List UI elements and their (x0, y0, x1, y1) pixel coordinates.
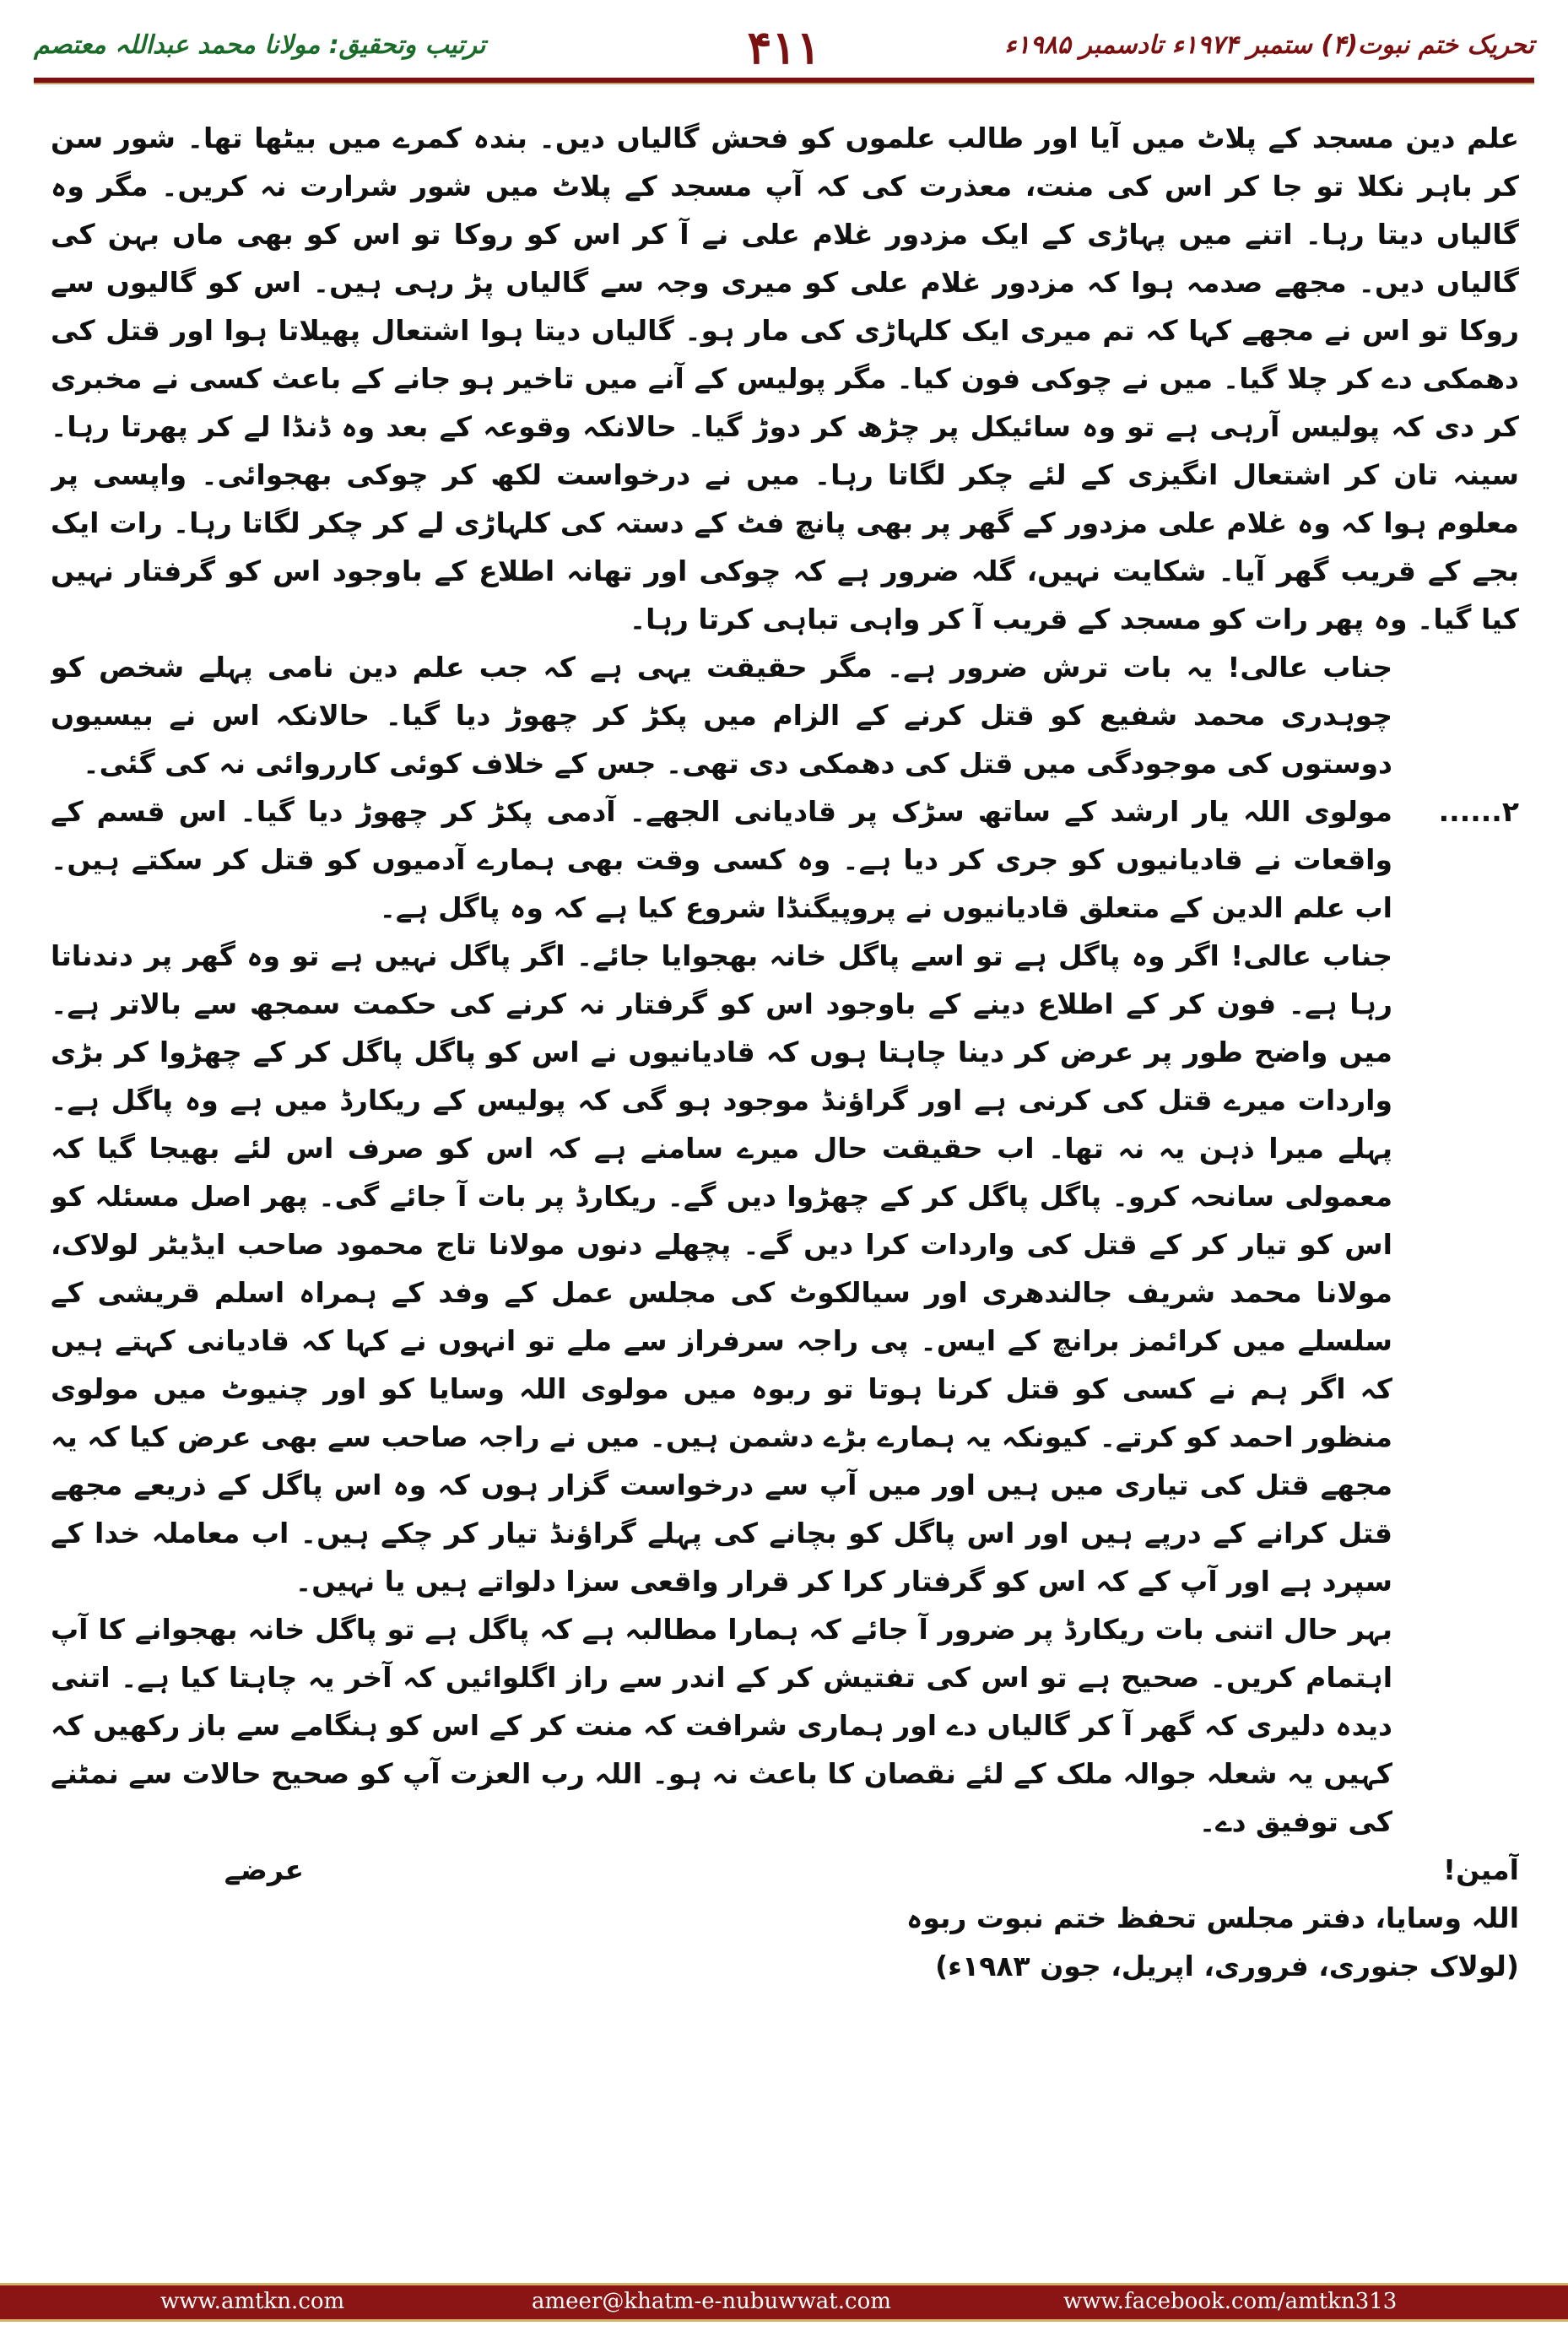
source-citation: (لولاک جنوری، فروری، اپریل، جون ۱۹۸۳ء) (935, 1950, 1519, 1982)
paragraph-5: بہر حال اتنی بات ریکارڈ پر ضرور آ جائے کہ ہمارا مطالبہ ہے کہ پاگل ہے تو پاگل خانہ بھجوانے کا آپ اہتمام کریں۔ صحیح ہے تو اس کی تفتیش کر کے اندر سے راز اگلوائیں کہ آخر یہ چاہتا کیا ہے۔ اتنی دیدہ دلیری کہ گھر آ کر گالیاں دے اور ہماری شرافت کہ منت کر کے اس کو ہنگامے سے باز رکھیں کہ کہیں یہ شعلہ جوالہ ملک کے لئے نقصان کا باعث نہ ہو۔ اللہ رب العزت آپ کو صحیح حالات سے نمٹنے کی توفیق دے۔ (51, 1613, 1392, 1838)
arz-text: عرضے (224, 1853, 304, 1886)
article-body (51, 114, 1519, 2199)
page-header (34, 20, 1534, 74)
facebook-link[interactable]: www.facebook.com/amtkn313 (1063, 2289, 1398, 2314)
header-divider (34, 78, 1534, 84)
paragraph-3-text: مولوی اللہ یار ارشد کے ساتھ سڑک پر قادیانی الجھے۔ آدمی پکڑ کر چھوڑ دیا گیا۔ اس قسم کے واقعات نے قادیانیوں کو جری کر دیا ہے۔ وہ کسی وقت بھی ہمارے آدمیوں کو قتل کر سکتے ہیں۔ اب علم الدین کے متعلق قادیانیوں نے پروپیگنڈا شروع کیا ہے کہ وہ پاگل ہے۔ (51, 795, 1392, 924)
closing-row (51, 1846, 1519, 1894)
signatory: اللہ وسایا، دفتر مجلس تحفظ ختم نبوت ربوہ (906, 1901, 1519, 1934)
compiler-credit: ترتیب وتحقیق: مولانا محمد عبداللہ معتصم (34, 30, 486, 60)
paragraph-4: جناب عالی! اگر وہ پاگل ہے تو اسے پاگل خانہ بھجوایا جائے۔ اگر پاگل نہیں ہے تو وہ گھر پر دندناتا رہا ہے۔ فون کر کے اطلاع دینے کے باوجود اس کو گرفتار نہ کرنے کی حکمت سمجھ سے بالاتر ہے۔ میں واضح طور پر عرض کر دینا چاہتا ہوں کہ قادیانیوں نے اس کو پاگل پاگل کر کے چھڑوا کر بڑی واردات میرے قتل کی کرنی ہے اور گراؤنڈ موجود ہو گی کہ پولیس کے ریکارڈ میں ہے وہ پاگل ہے۔ پہلے میرا ذہن یہ نہ تھا۔ اب حقیقت حال میرے سامنے ہے کہ اس کو صرف اس لئے بھیجا گیا کہ معمولی سانحہ کرو۔ پاگل پاگل کر کے چھڑوا دیں گے۔ ریکارڈ پر بات آ جائے گی۔ پھر اصل مسئلہ کو اس کو تیار کر کے قتل کی واردات کرا دیں گے۔ پچھلے دنوں مولانا تاج محمود صاحب ایڈیٹر لولاک، مولانا محمد شریف جالندھری اور سیالکوٹ کی مجلس عمل کے وفد کے ہمراہ اسلم قریشی کے سلسلے میں کرائمز برانچ کے ایس۔ پی راجہ سرفراز سے ملے تو انہوں نے کہا کہ قادیانی کہتے ہیں کہ اگر ہم نے کسی کو قتل کرنا ہوتا تو ربوہ میں مولوی اللہ وسایا کو اور چنیوٹ میں مولوی منظور احمد کو کرتے۔ کیونکہ یہ ہمارے بڑے دشمن ہیں۔ میں نے راجہ صاحب سے بھی عرض کیا کہ یہ مجھے قتل کی تیاری میں ہیں اور میں آپ سے درخواست گزار ہوں کہ وہ اس پاگل کے ذریعے مجھے قتل کرانے کے درپے ہیں اور اس پاگل کو بچانے کی پہلے گراؤنڈ تیار کر چکے ہیں۔ اب معاملہ خدا کے سپرد ہے اور آپ کے کہ اس کو گرفتار کرا کر قرار واقعی سزا دلواتے ہیں یا نہیں۔ (51, 939, 1392, 1598)
amen-text: آمین! (1443, 1853, 1519, 1886)
paragraph-number: ۲...... (1438, 795, 1519, 828)
footer-bar (0, 2283, 1568, 2322)
book-title: تحریک ختم نبوت(۴) ستمبر ۱۹۷۴ء تادسمبر ۱۹۸۵ء (1004, 30, 1534, 60)
page-number: ۴۱۱ (747, 20, 821, 74)
paragraph-2: جناب عالی! یہ بات ترش ضرور ہے۔ مگر حقیقت یہی ہے کہ جب علم دین نامی پہلے شخص کو چوہدری محمد شفیع کو قتل کرنے کے الزام میں پکڑ کر چھوڑ دیا گیا۔ حالانکہ اس نے بیسیوں دوستوں کی موجودگی میں قتل کی دھمکی دی تھی۔ جس کے خلاف کوئی کارروائی نہ کی گئی۔ (51, 651, 1392, 780)
paragraph-1: علم دین مسجد کے پلاٹ میں آیا اور طالب علموں کو فحش گالیاں دیں۔ بندہ کمرے میں بیٹھا تھا۔ شور سن کر باہر نکلا تو جا کر اس کی منت، معذرت کی کہ آپ مسجد کے پلاٹ میں شور شرارت نہ کریں۔ مگر وہ گالیاں دیتا رہا۔ اتنے میں پہاڑی کے ایک مزدور غلام علی نے آ کر اس کو روکا تو اس کو بھی ماں بہن کی گالیاں دیں۔ مجھے صدمہ ہوا کہ مزدور غلام علی کو میری وجہ سے گالیاں پڑ رہی ہیں۔ اس کو گالیوں سے روکا تو اس نے مجھے کہا کہ تم میری ایک کلہاڑی کی مار ہو۔ گالیاں دیتا ہوا اشتعال پھیلاتا ہوا اور قتل کی دھمکی دے کر چلا گیا۔ میں نے چوکی فون کیا۔ مگر پولیس کے آنے میں تاخیر ہو جانے کے باعث کسی نے مخبری کر دی کہ پولیس آرہی ہے تو وہ سائیکل پر چڑھ کر دوڑ گیا۔ حالانکہ وقوعہ کے بعد وہ ڈنڈا لے کر پھرتا رہا۔ سینہ تان کر اشتعال انگیزی کے لئے چکر لگاتا رہا۔ میں نے درخواست لکھ کر چوکی بھجوائی۔ واپسی پر معلوم ہوا کہ وہ غلام علی مزدور کے گھر پر بھی پانچ فٹ کے دستہ کی کلہاڑی لے کر چکر لگاتا رہا۔ رات ایک بجے کے قریب گھر آیا۔ شکایت نہیں، گلہ ضرور ہے کہ چوکی اور تھانہ اطلاع کے باوجود اس کو گرفتار نہیں کیا گیا۔ وہ پھر رات کو مسجد کے قریب آ کر واہی تباہی کرتا رہا۔ (51, 122, 1519, 636)
email-link[interactable]: ameer@khatm-e-nubuwwat.com (532, 2289, 891, 2314)
paragraph-3 (51, 787, 1519, 932)
website-link[interactable]: www.amtkn.com (160, 2289, 345, 2314)
